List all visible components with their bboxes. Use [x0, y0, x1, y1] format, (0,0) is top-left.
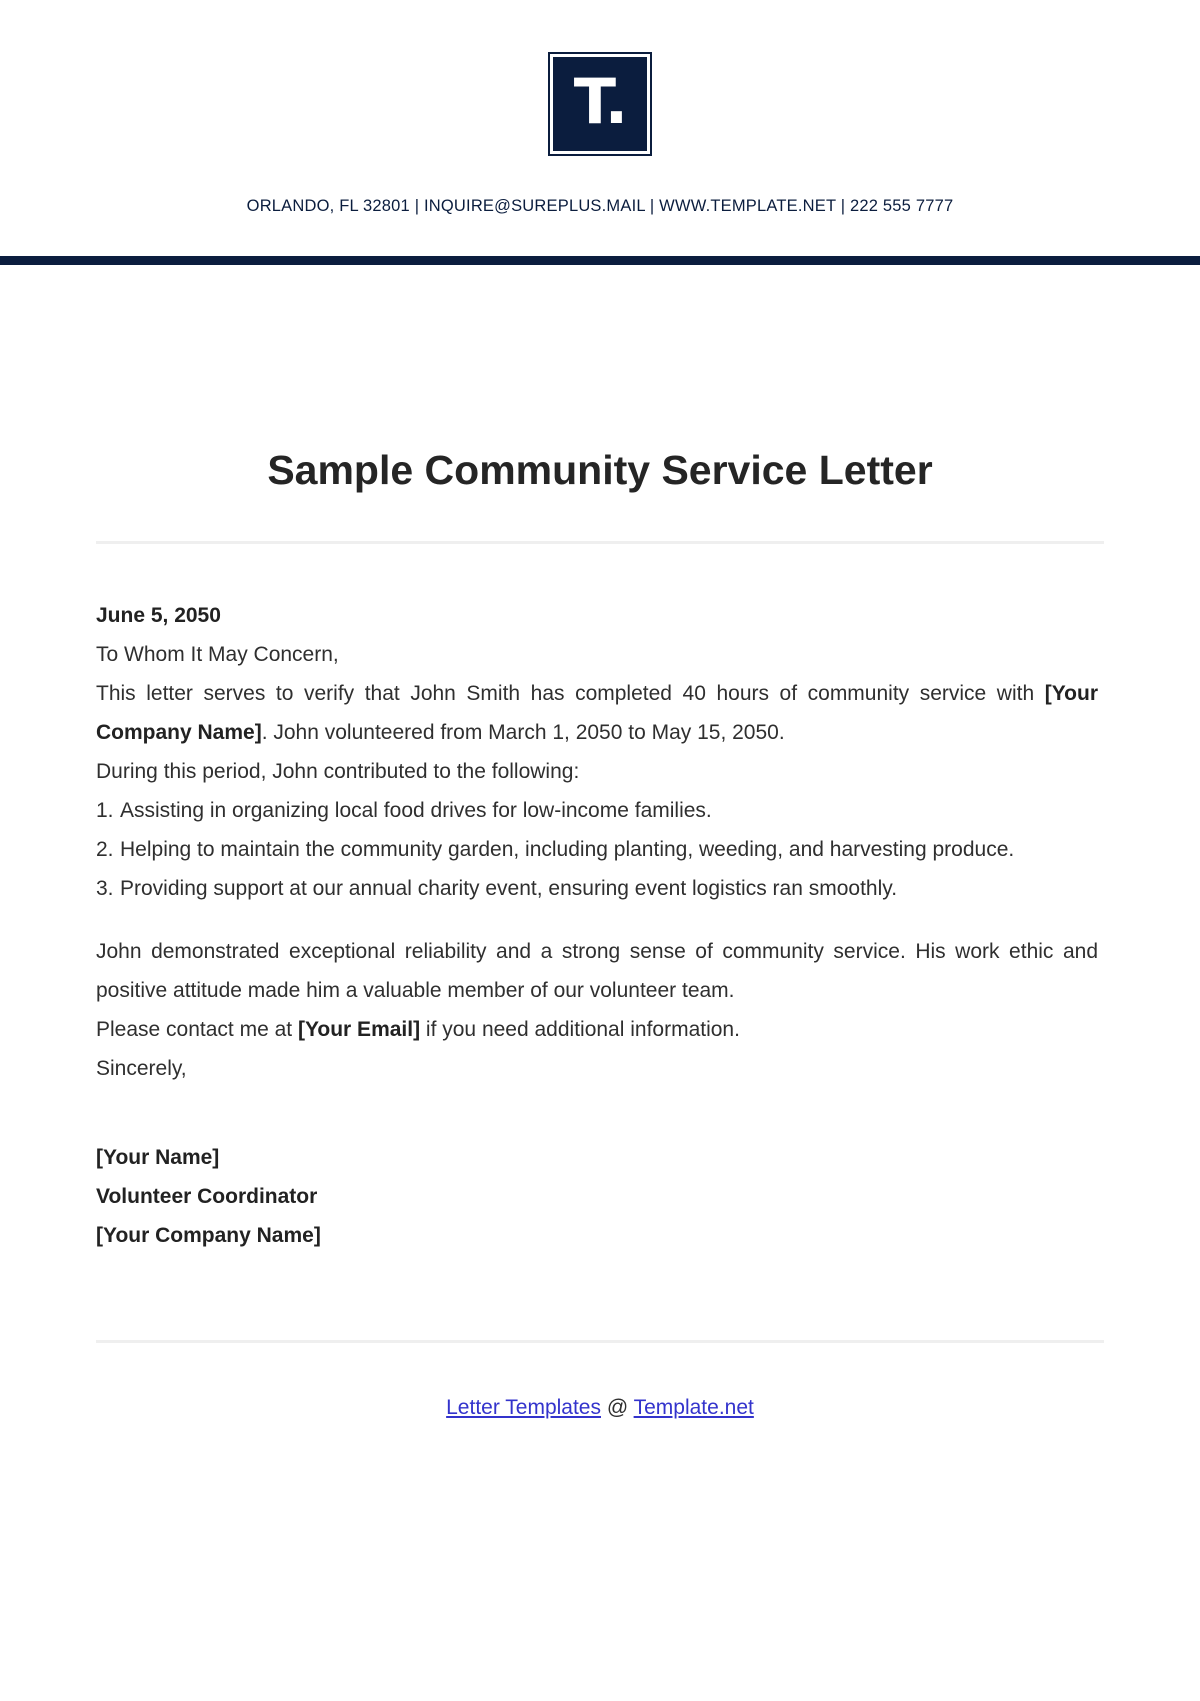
letter-body [96, 596, 1098, 1255]
list-intro: During this period, John contributed to the following: [96, 760, 580, 783]
footer [0, 1396, 1200, 1420]
list-item-text: Helping to maintain the community garden, including planting, weeding, and harvesting produce. [120, 838, 1015, 861]
template-net-link[interactable]: Template.net [633, 1396, 754, 1419]
intro-text-b: . John volunteered from March 1, 2050 to May 15, 2050. [261, 721, 785, 744]
contribution-list [96, 791, 1098, 908]
footer-divider [96, 1340, 1104, 1343]
signoff: Sincerely, [96, 1057, 187, 1080]
list-item-text: Assisting in organizing local food drives for low-income families. [120, 799, 712, 822]
list-item-text: Providing support at our annual charity event, ensuring event logistics ran smoothly. [120, 877, 898, 900]
list-number: 1. [96, 799, 114, 822]
salutation: To Whom It May Concern, [96, 643, 339, 666]
title-divider [96, 541, 1104, 544]
list-number: 2. [96, 838, 114, 861]
contact-line: ORLANDO, FL 32801 | INQUIRE@SUREPLUS.MAIL | WWW.TEMPLATE.NET | 222 555 7777 [246, 197, 954, 215]
header-divider [0, 256, 1200, 265]
letter-templates-link[interactable]: Letter Templates [446, 1396, 601, 1419]
intro-text-a: This letter serves to verify that John Smith has completed 40 hours of community service with [96, 682, 1045, 705]
contact-paragraph [96, 1010, 1098, 1049]
list-item [96, 830, 1098, 869]
list-item [96, 791, 1098, 830]
footer-separator: @ [601, 1396, 634, 1419]
intro-paragraph [96, 674, 1098, 752]
list-number: 3. [96, 877, 114, 900]
letter-date: June 5, 2050 [96, 604, 221, 627]
contact-text-b: if you need additional information. [420, 1018, 740, 1041]
logo-badge [553, 57, 647, 151]
brand-logo [548, 52, 652, 156]
signature-company: [Your Company Name] [96, 1224, 321, 1247]
email-placeholder: [Your Email] [297, 1018, 421, 1041]
list-item [96, 869, 1098, 908]
page-title: Sample Community Service Letter [267, 447, 933, 493]
signature-name: [Your Name] [96, 1146, 220, 1169]
logo-letter: T. [573, 65, 627, 138]
closing-paragraph: John demonstrated exceptional reliability and a strong sense of community service. His work ethic and positive attitude made him a valuable member of our volunteer team. [96, 940, 1098, 1002]
company-placeholder: [Your Company Name] [96, 682, 1098, 744]
contact-text-a: Please contact me at [96, 1018, 298, 1041]
signature-role: Volunteer Coordinator [96, 1185, 318, 1208]
